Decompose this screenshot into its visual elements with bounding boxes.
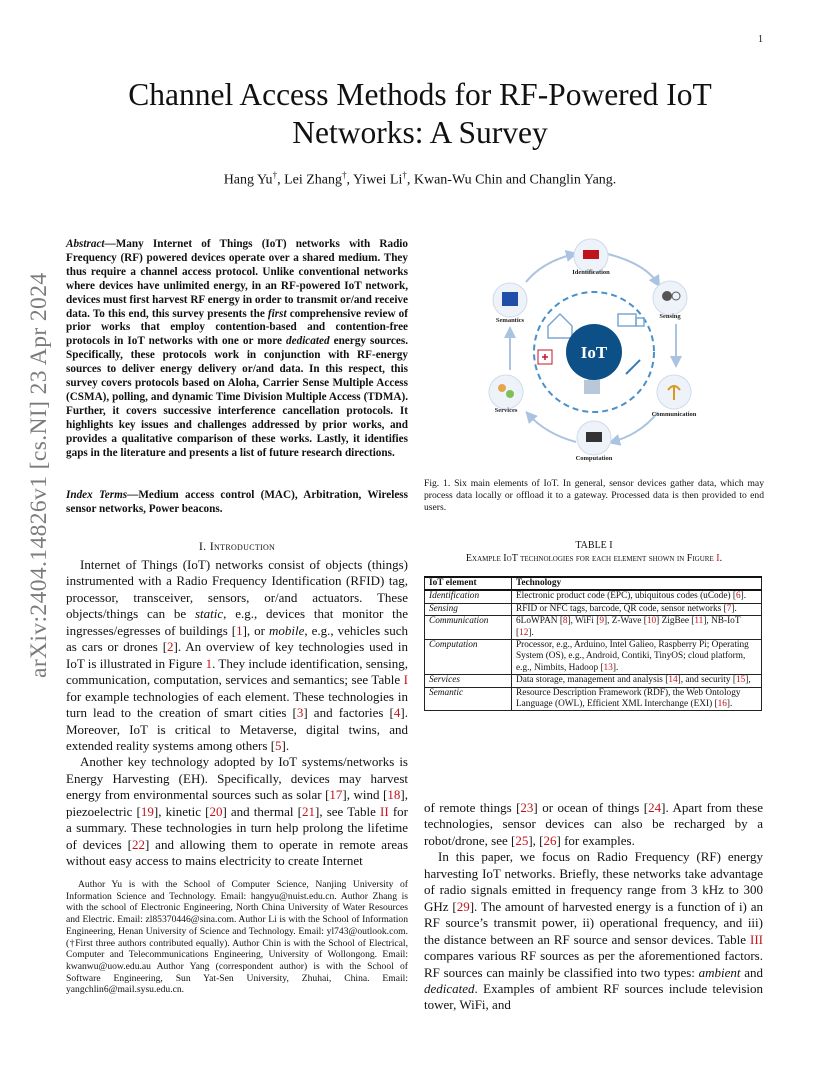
table-title-end: . [719,552,723,564]
emphasis-text: dedicated [424,980,475,996]
table-header-row [425,577,762,590]
text-run: ] and factories [ [303,705,394,721]
table-cell-element: Identification [425,590,512,603]
abstract-label: Abstract [66,238,105,250]
node-semantics [493,283,527,324]
table-title-ref[interactable]: I [716,552,720,564]
text-run: ] and allowing them to operate in remote areas without easy access to mains electricity to create Internet [66,836,409,869]
index-terms-text: —Medium access control (MAC), Arbitration, Wireless sensor networks, Power beacons. [66,489,408,515]
citation-link[interactable]: 7 [726,603,732,614]
text-run: ], [ [528,832,544,848]
citation-link[interactable]: 1 [205,655,213,671]
citation-link[interactable]: II [380,803,389,819]
text-run: ]. [740,591,747,602]
citation-link[interactable]: 24 [648,800,662,815]
table-cell-technology [512,675,762,687]
table-cell-element: Semantic [425,687,512,711]
author-2-mark: † [402,170,407,180]
text-run: Data storage, management and analysis [ [516,675,669,686]
arrow-computation-to-services [528,414,576,442]
abstract-text-2: comprehensive review of prior works that employ contention-based and contention-free protocols in IoT networks with one or more [66,307,408,348]
emphasis-text: mobile [268,622,305,638]
abstract-first: first [267,307,287,320]
abstract-text-3: energy sources. Specifically, these protocols work in conjunction with RF-energy sources to deliver energy delivery or/and data. In this respect, this survey covers protocols based on Aloha, Carrier Sense Multiple Access (CSMA), polling, and dynamic Time Division Multiple Access (TDMA). Further, it covers successive interference cancellation protocols. It highlights key issues and challenges addressed by prior works, and provides a qualitative comparison of these works. Lastly, it identifies gaps in the literature and presents a list of future research directions. [66,335,409,459]
node-services [489,375,523,414]
author-1-name: Lei Zhang [284,172,342,188]
citation-link[interactable]: 2 [167,639,174,655]
text-run: , e.g., devices that monitor the ingresses/egresses of buildings [ [66,606,408,638]
table-cell-technology [512,640,762,675]
table-cell-technology [512,616,762,640]
semantics-icon [502,292,518,306]
author-2-name: Yiwei Li [352,172,403,188]
citation-link[interactable]: 21 [301,803,315,819]
citation-link[interactable]: 16 [717,699,727,710]
table-row [425,603,762,615]
abstract-dedicated: dedicated [286,335,330,348]
title-line-1: Channel Access Methods for RF-Powered IoT [128,77,712,112]
table-header-technology: Technology [512,577,762,590]
text-run: ]. [731,603,737,614]
section-heading-introduction [66,539,408,554]
text-run: Processor, e.g., Arduino, Intel Galieo, Raspberry Pi; Operating System (OS), e.g., Android, Contiki, TinyOS; cloud platform, e.g., Nimbits, Hadoop [ [516,640,749,673]
table-row [425,616,762,640]
text-run: compares various RF sources as per the aforementioned factors. RF sources can mainly be classified into two types: [424,948,763,980]
emphasis-text: ambient [698,964,741,980]
author-0-sep: , [277,172,285,188]
citation-link[interactable]: 14 [668,675,678,686]
text-run: for a summary. These technologies in turn help prolong the lifetime of devices [ [66,803,408,852]
text-run: Internet of Things (IoT) networks consist of objects (things) instrumented with a Radio Frequency Identification (RFID) tag, processor, transceiver, sensors, or/and actuators. These objects/things can be [66,557,408,622]
text-run: ]. An overview of key technologies used in IoT is illustrated in Figure [66,639,408,671]
table-label: TABLE I [575,540,613,551]
citation-link[interactable]: 26 [543,832,557,848]
citation-link[interactable]: 6 [735,591,741,602]
arrow-identification-to-sensing [608,254,658,284]
text-run: Resource Description Framework (RDF), the Web Ontology Language (OWL), Efficient XML Interchange (EXI) [ [516,687,741,710]
title-line-2: Networks: A Survey [292,115,548,150]
text-run: , e.g., vehicles such as cars or drones [ [66,622,408,655]
citation-link[interactable]: 8 [562,616,568,627]
citation-link[interactable]: 18 [387,787,401,803]
text-run: Another key technology adopted by IoT systems/networks is Energy Harvesting (EH). Specifically, devices may harvest energy from environmental sources such as solar [ [66,754,408,803]
truck-icon [618,314,644,326]
iot-center-label: IoT [580,343,608,362]
medical-box-icon [538,350,552,364]
node-computation [576,421,613,462]
right-paragraph-1 [424,800,763,849]
table-row [425,675,762,687]
abstract [66,238,408,461]
author-0-name: Hang Yu [223,172,273,188]
table-cell-element: Communication [425,616,512,640]
citation-link[interactable]: 15 [735,675,746,686]
section-number: I. [198,539,210,553]
intro-paragraph-1 [66,557,408,754]
citation-link[interactable]: 25 [515,832,529,848]
table-row [425,687,762,711]
citation-link[interactable]: 22 [131,836,145,852]
citation-link[interactable]: III [750,931,763,947]
citation-link[interactable]: 19 [140,803,154,819]
table-title-text: Example IoT technologies for each element shown in Figure [465,552,717,564]
table-row [425,590,762,603]
intro-paragraph-2 [66,754,408,869]
arrow-semantics-to-identification [526,254,574,282]
text-run: In this paper, we focus on Radio Frequency (RF) energy harvesting IoT networks. Briefly, these networks take advantage of radio signals emitted in frequency range from 3 kHz to 300 GHz [ [424,849,763,914]
text-run: ] or ocean of things [ [533,800,649,815]
figure-iot-elements [476,234,716,472]
services-icon [498,384,506,392]
table-caption [424,540,764,565]
node-communication [652,375,697,418]
text-run: ], piezoelectric [ [66,787,408,819]
citation-link[interactable]: 3 [296,705,304,721]
right-paragraph-2 [424,849,763,1014]
citation-link[interactable]: 10 [646,616,657,627]
text-run: ]. [726,699,733,710]
text-run: ], or [242,622,269,638]
citation-link[interactable]: 5 [275,737,282,753]
text-run: 6LoWPAN [ [516,616,563,627]
citation-link[interactable]: 13 [603,662,613,673]
table-title [424,553,764,566]
text-run: ]. Moreover, IoT is critical to Metaverse, digital twins, and extended reality systems among others [ [66,705,408,753]
rfid-tag-icon [583,250,599,259]
citation-link[interactable]: 29 [456,898,470,914]
text-run: of remote things [ [424,800,521,815]
text-run: ]. [281,737,290,753]
emphasis-text: static [194,606,224,622]
author-2-sep: , Kwan-Wu Chin and Changlin Yang. [406,172,617,188]
text-run: ] and thermal [ [222,803,302,819]
node-label-semantics: Semantics [495,317,525,324]
table-cell-technology [512,590,762,603]
text-run: Electronic product code (EPC), ubiquitous codes (uCode) [ [516,591,736,602]
text-run: ], NB-IoT [ [516,616,741,638]
table-cell-technology [512,687,762,711]
index-terms [66,489,408,517]
table-body [425,590,762,711]
citation-link[interactable]: 23 [520,800,534,815]
author-1-mark: † [341,170,347,180]
text-run: ]. The amount of harvested energy is a function of i) an RF source’s transmit power, ii) operational frequency, and iii) the distance between an RF source and sensor devices. Table [424,898,763,947]
text-run: ], see Table [314,803,381,819]
citation-link[interactable]: 17 [329,787,343,803]
citation-link[interactable]: 20 [209,803,223,819]
text-run: and [740,964,763,980]
introduction-body [66,557,408,870]
text-run: ], Z-Wave [ [603,616,647,627]
text-run: ] for examples. [556,832,635,848]
node-label-sensing: Sensing [659,313,681,320]
citation-link[interactable]: 12 [519,627,529,638]
section-title: Introduction [209,539,276,553]
figure-caption: Fig. 1. Six main elements of IoT. In general, sensor devices gather data, which may process data locally or offload it to a gateway. Processed data is then provided to end users. [424,478,764,514]
drone-icon [626,360,640,374]
text-run: . They include identification, sensing, communication, computation, services and semantics; see Table [66,655,408,688]
text-run: ]. Apart from these technologies, sensor devices can also be recharged by a robot/drone, see [ [424,800,763,848]
citation-link[interactable]: 1 [236,622,243,638]
text-run: RFID or NFC tags, barcode, QR code, sensor networks [ [516,603,727,614]
node-identification [572,239,610,276]
index-terms-label: Index Terms [66,489,128,501]
text-run: ]. [612,662,619,673]
text-run: ], kinetic [ [153,803,210,819]
text-run: ], wind [ [342,787,388,803]
text-run: ]. [528,627,534,638]
table-header-element: IoT element [425,577,512,590]
citation-link[interactable]: 11 [694,616,704,627]
text-run: ], and security [ [677,675,736,686]
node-label-communication: Communication [651,411,697,418]
text-run: ], WiFi [ [567,616,600,627]
arxiv-identifier[interactable]: arXiv:2404.14826v1 [cs.NI] 23 Apr 2024 [26,272,52,678]
right-column-body [424,800,763,1014]
table-cell-technology [512,603,762,615]
citation-link[interactable]: 4 [393,705,401,721]
iot-technologies-table [424,576,762,711]
text-run: ] ZigBee [ [656,616,695,627]
node-label-computation: Computation [575,455,613,462]
text-run: ], [745,675,751,686]
citation-link[interactable]: 9 [599,616,604,627]
footnote-text: Author Yu is with the School of Computer Science, Nanjing University of Information Science and Technology. Email: hangyu@nuist.edu.cn. Author Zhang is with the school of Electronic Engineering, North China University of Water Resources and Electric. Email: zl85370446@sina.com. Author Li is with the School of Information Engineering, Henan University of Science and Technology. Email: yl743@outlook.com. (†First three authors contributed equally). Author Chin is with the School of Electrical, Computer and Telecommunications Engineering, University of Wollongong. Email: kwanwu@uow.edu.au Author Yang (correspondent author) is with the School of Software Engineering, Sun Yat-Sen University, Zhuhai, China. Email: yangchlin6@mail.sysu.edu.cn. [66,879,408,996]
text-run: for example technologies of each element. These technologies in turn lead to the creation of smart cities [ [66,688,408,721]
table-cell-element: Services [425,675,512,687]
author-0-mark: † [272,170,278,180]
table-cell-element: Sensing [425,603,512,615]
camera-icon [662,291,672,301]
table-cell-element: Computation [425,640,512,675]
citation-link[interactable]: I [403,672,408,688]
author-footnote [66,879,408,996]
paper-title [60,76,780,152]
text-run: . Examples of ambient RF sources include television tower, WiFi, and [424,980,763,1013]
author-1-sep: , [346,172,353,188]
page-number: 1 [758,34,763,45]
node-sensing [653,281,687,320]
house-icon [548,314,572,338]
node-label-services: Services [494,407,518,414]
node-label-identification: Identification [572,269,610,276]
table-row [425,640,762,675]
server-icon [586,432,602,442]
abstract-text-1: —Many Internet of Things (IoT) networks with Radio Frequency (RF) powered devices operate over a shared medium. They thus require a channel access protocol. Unlike conventional networks where devices have unlimited energy, in an RF-powered IoT network, devices must first harvest RF energy in order to transmit or/and receive data. To this end, this survey presents the [66,238,408,320]
author-list [60,170,780,189]
